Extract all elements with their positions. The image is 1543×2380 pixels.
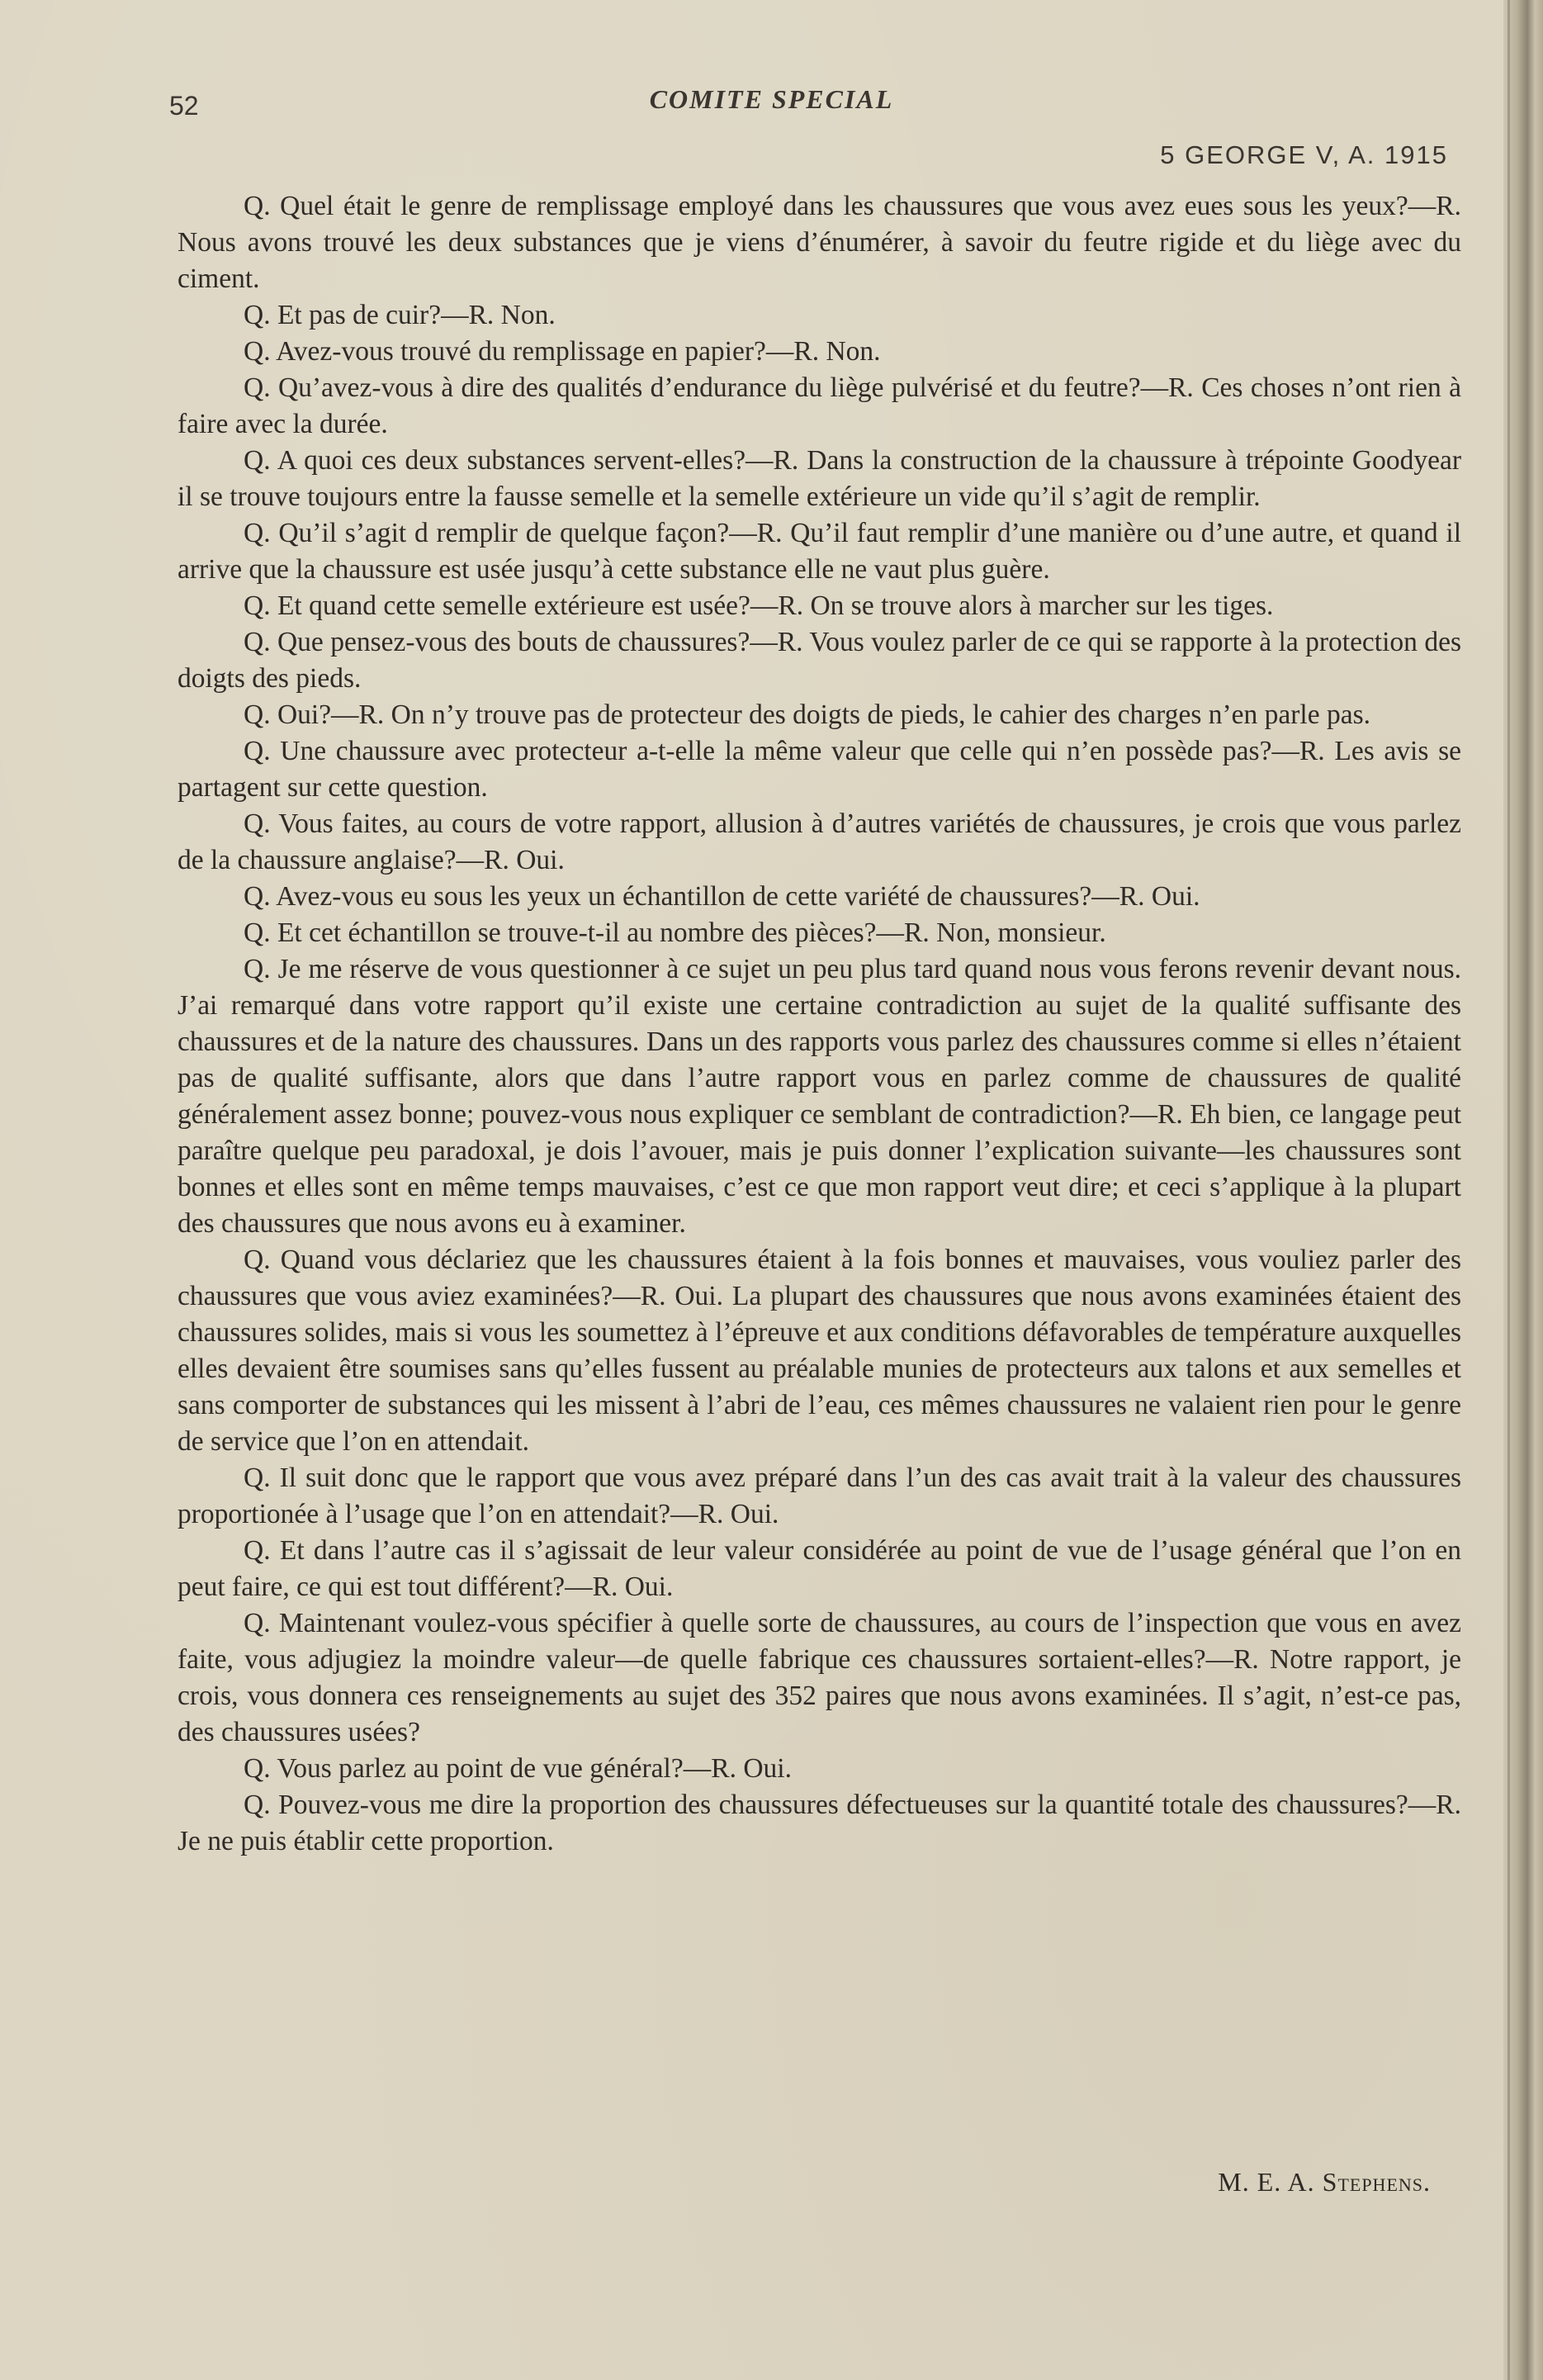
paragraph: Q. Qu’il s’agit d remplir de quelque façon?—R. Qu’il faut remplir d’une manière ou d’une autre, et quand il arrive que la chaussure est usée jusqu’à cette substance elle ne vaut plus guère.	[177, 518, 1461, 585]
signature-initials: M. E. A.	[1218, 2167, 1315, 2197]
paragraph: Q. Vous parlez au point de vue général?—R. Oui.	[244, 1753, 792, 1784]
body-text	[177, 188, 1461, 1860]
paragraph: Q. Maintenant voulez-vous spécifier à quelle sorte de chaussures, au cours de l’inspection que vous en avez faite, vous adjugiez la moindre valeur—de quelle fabrique ces chaussures sortaient-elles?—R. Notre rapport, je crois, vous donnera ces renseignements au sujet des 352 paires que nous avons examinées. Il s’agit, n’est-ce pas, des chaussures usées?	[177, 1608, 1461, 1747]
paragraph: Q. Et cet échantillon se trouve-t-il au nombre des pièces?—R. Non, monsieur.	[244, 917, 1106, 948]
paragraph: Q. Quel était le genre de remplissage employé dans les chaussures que vous avez eues sous les yeux?—R. Nous avons trouvé les deux substances que je viens d’énumérer, à savoir du feutre rigide et du liège avec du ciment.	[177, 191, 1461, 294]
paragraph: Q. Vous faites, au cours de votre rapport, allusion à d’autres variétés de chaussures, je crois que vous parlez de la chaussure anglaise?—R. Oui.	[177, 808, 1461, 875]
paragraph: Q. Oui?—R. On n’y trouve pas de protecteur des doigts de pieds, le cahier des charges n’en parle pas.	[244, 699, 1371, 730]
page-number: 52	[169, 91, 199, 121]
paragraph: Q. Je me réserve de vous questionner à ce sujet un peu plus tard quand nous vous ferons revenir devant nous. J’ai remarqué dans votre rapport qu’il existe une certaine contradiction au sujet de la qualité suffisante des chaussures et de la nature des chaussures. Dans un des rapports vous parlez des chaussures comme si elles n’étaient pas de qualité suffisante, alors que dans l’autre rapport vous en parlez comme de chaussures de qualité généralement assez bonne; pouvez-vous nous expliquer ce semblant de contradiction?—R. Eh bien, ce langage peut paraître quelque peu paradoxal, je dois l’avouer, mais je puis donner l’explication suivante—les chaussures sont bonnes et elles sont en même temps mauvaises, c’est ce que mon rapport veut dire; et ceci s’applique à la plupart des chaussures que nous avons eu à examiner.	[177, 954, 1461, 1239]
paragraph: Q. Que pensez-vous des bouts de chaussures?—R. Vous voulez parler de ce qui se rapporte à la protection des doigts des pieds.	[177, 627, 1461, 694]
paragraph: Q. Et pas de cuir?—R. Non.	[244, 300, 556, 330]
paragraph: Q. Pouvez-vous me dire la proportion des chaussures défectueuses sur la quantité totale des chaussures?—R. Je ne puis établir cette proportion.	[177, 1790, 1461, 1856]
spine-shadow-line	[1508, 0, 1510, 2380]
paragraph: Q. A quoi ces deux substances servent-elles?—R. Dans la construction de la chaussure à trépointe Goodyear il se trouve toujours entre la fausse semelle et la semelle extérieure un vide qu’il s’agit de remplir.	[177, 445, 1461, 512]
witness-signature	[1218, 2167, 1431, 2197]
paragraph: Q. Quand vous déclariez que les chaussures étaient à la fois bonnes et mauvaises, vous vouliez parler des chaussures que vous aviez examinées?—R. Oui. La plupart des chaussures que nous avons examinées étaient des chaussures solides, mais si vous les soumettez à l’épreuve et aux conditions défavorables de température auxquelles elles devaient être soumises sans qu’elles fussent au préalable munies de protecteurs aux talons et aux semelles et sans comporter de substances qui les missent à l’abri de l’eau, ces mêmes chaussures ne valaient rien pour le genre de service que l’on en attendait.	[177, 1245, 1461, 1457]
signature-surname: Stephens.	[1322, 2167, 1431, 2197]
session-reference: 5 GEORGE V, A. 1915	[1160, 140, 1448, 169]
paragraph: Q. Il suit donc que le rapport que vous avez préparé dans l’un des cas avait trait à la valeur des chaussures proportionée à l’usage que l’on en attendait?—R. Oui.	[177, 1463, 1461, 1529]
paragraph: Q. Avez-vous eu sous les yeux un échantillon de cette variété de chaussures?—R. Oui.	[244, 881, 1200, 912]
paragraph: Q. Et quand cette semelle extérieure est usée?—R. On se trouve alors à marcher sur les tiges.	[244, 590, 1274, 621]
running-title: COMITE SPECIAL	[649, 84, 894, 114]
paragraph: Q. Une chaussure avec protecteur a-t-elle la même valeur que celle qui n’en possède pas?—R. Les avis se partagent sur cette question.	[177, 736, 1461, 803]
paragraph: Q. Et dans l’autre cas il s’agissait de leur valeur considérée au point de vue de l’usage général que l’on en peut faire, ce qui est tout différent?—R. Oui.	[177, 1535, 1461, 1602]
paragraph: Q. Avez-vous trouvé du remplissage en papier?—R. Non.	[244, 336, 881, 367]
paragraph: Q. Qu’avez-vous à dire des qualités d’endurance du liège pulvérisé et du feutre?—R. Ces choses n’ont rien à faire avec la durée.	[177, 372, 1461, 439]
